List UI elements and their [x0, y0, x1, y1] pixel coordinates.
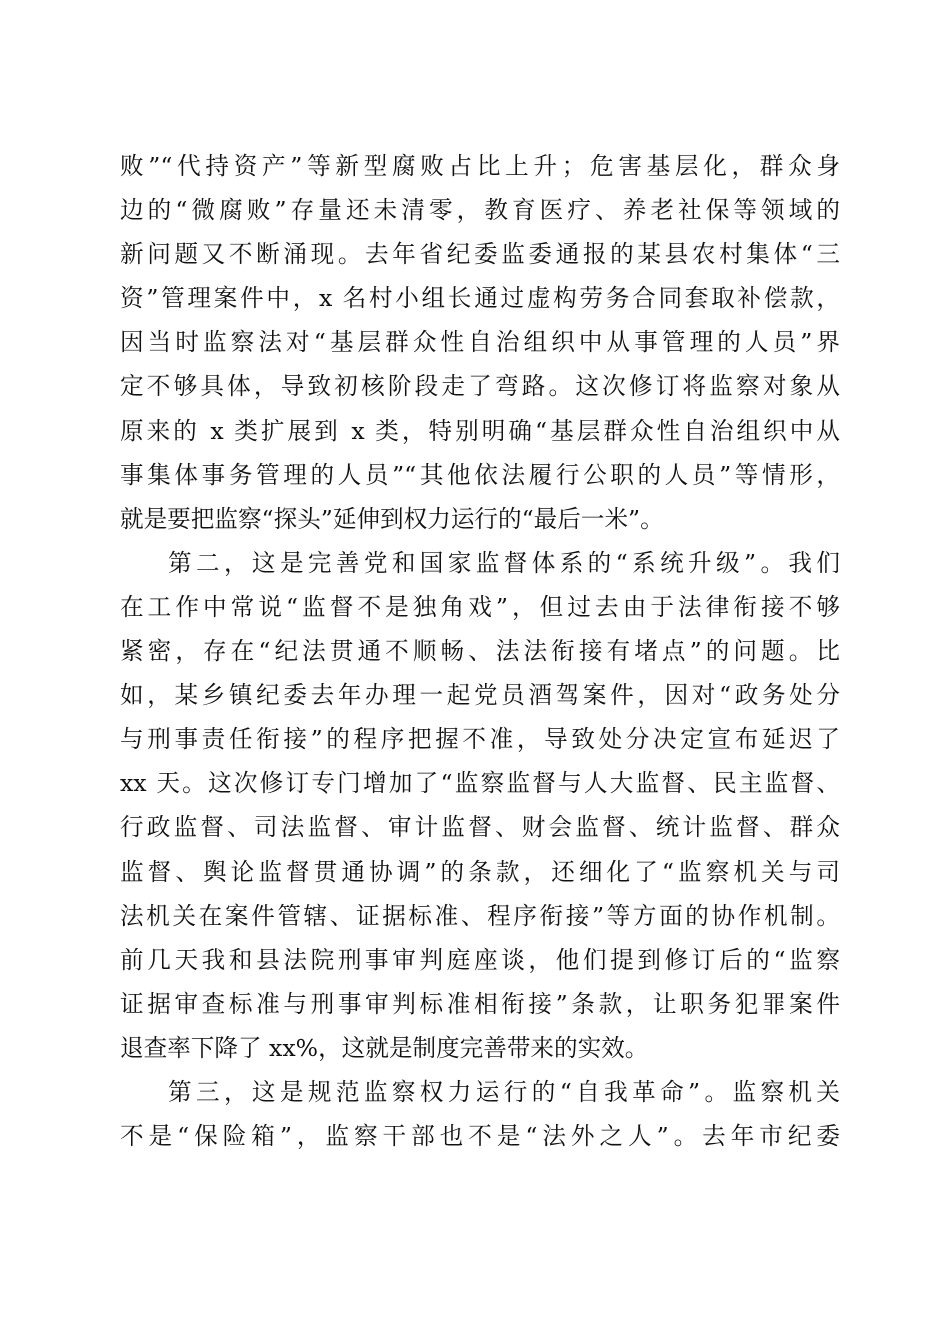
text-line: xx 天。这次修订专门增加了“监察监督与人大监督、民主监督、: [120, 769, 840, 798]
text-line: 行政监督、司法监督、审计监督、财会监督、统计监督、群众: [120, 813, 840, 842]
text-line: 前几天我和县法院刑事审判庭座谈，他们提到修订后的“监察: [120, 945, 840, 974]
text-line: 法机关在案件管辖、证据标准、程序衔接”等方面的协作机制。: [120, 901, 840, 930]
text-line: 资”管理案件中，x 名村小组长通过虚构劳务合同套取补偿款，: [120, 284, 840, 313]
text-line: 证据审查标准与刑事审判标准相衔接”条款，让职务犯罪案件: [120, 989, 840, 1018]
text-line: 因当时监察法对“基层群众性自治组织中从事管理的人员”界: [120, 328, 840, 357]
text-line: 退查率下降了 xx%，这就是制度完善带来的实效。: [120, 1033, 649, 1062]
paragraph-start-line: 第三，这是规范监察权力运行的“自我革命”。监察机关: [168, 1077, 840, 1106]
text-line: 不是“保险箱”，监察干部也不是“法外之人”。去年市纪委: [120, 1122, 840, 1151]
text-line: 就是要把监察“探头”延伸到权力运行的“最后一米”。: [120, 504, 664, 533]
text-line: 边的“微腐败”存量还未清零，教育医疗、养老社保等领域的: [120, 196, 840, 225]
text-line: 如，某乡镇纪委去年办理一起党员酒驾案件，因对“政务处分: [120, 681, 840, 710]
text-line: 原来的 x 类扩展到 x 类，特别明确“基层群众性自治组织中从: [120, 416, 840, 445]
paragraph-start-line: 第二，这是完善党和国家监督体系的“系统升级”。我们: [168, 548, 840, 577]
text-line: 定不够具体，导致初核阶段走了弯路。这次修订将监察对象从: [120, 372, 840, 401]
text-line: 紧密，存在“纪法贯通不顺畅、法法衔接有堵点”的问题。比: [120, 637, 840, 666]
text-line: 在工作中常说“监督不是独角戏”，但过去由于法律衔接不够: [120, 592, 840, 621]
text-line: 事集体事务管理的人员”“其他依法履行公职的人员”等情形，: [120, 460, 840, 489]
text-line: 与刑事责任衔接”的程序把握不准，导致处分决定宣布延迟了: [120, 725, 840, 754]
text-line: 新问题又不断涌现。去年省纪委监委通报的某县农村集体“三: [120, 240, 840, 269]
text-line: 监督、舆论监督贯通协调”的条款，还细化了“监察机关与司: [120, 857, 840, 886]
text-line: 败”“代持资产”等新型腐败占比上升；危害基层化，群众身: [120, 152, 840, 180]
body-text: [120, 144, 840, 1158]
